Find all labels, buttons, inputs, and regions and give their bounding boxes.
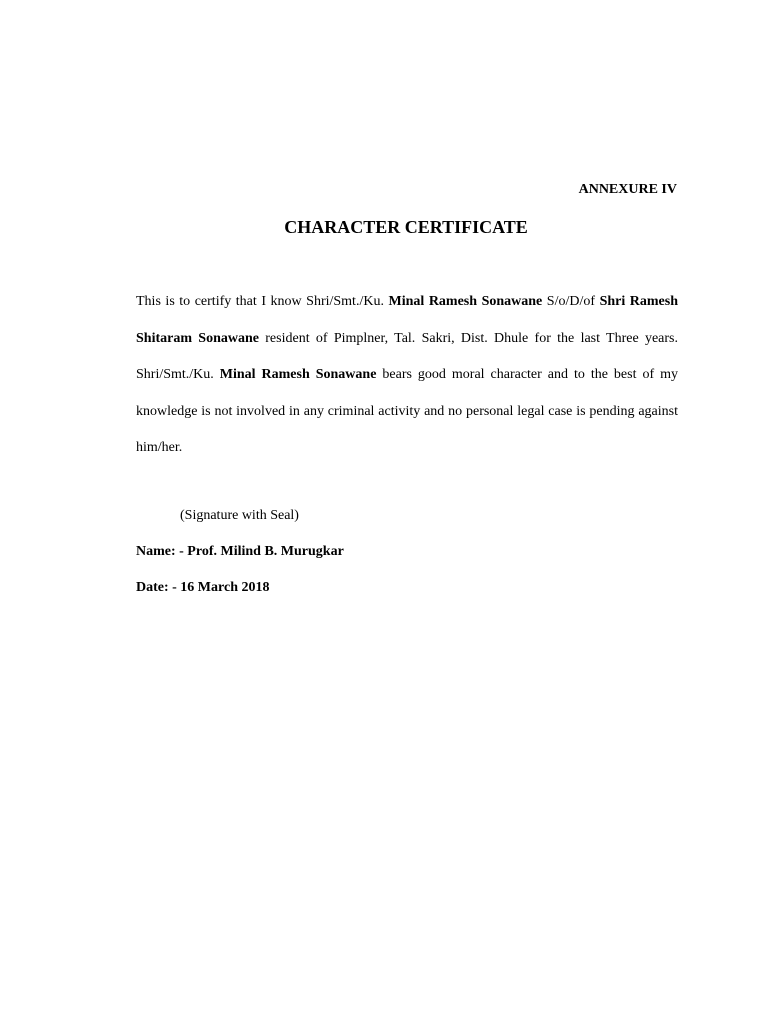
body-text-part-2: S/o/D/of [542, 294, 600, 309]
body-text-part-3: resident of Pimplner, Tal. Sakri, Dist. Dhule for the last Three years. Shri/Smt./Ku. [136, 330, 679, 382]
signature-label: (Signature with Seal) [180, 508, 299, 523]
certificate-date: Date: - 16 March 2018 [136, 580, 270, 595]
document-title: CHARACTER CERTIFICATE [284, 217, 528, 237]
body-text-part-1: This is to certify that I know Shri/Smt./Ku. [136, 294, 389, 309]
certificate-body [136, 284, 678, 467]
student-name: Minal Ramesh Sonawane [388, 294, 543, 309]
body-text-part-4: bears good moral character and to the best of my knowledge is not involved in any criminal activity and no personal legal case is pending against him/her. [136, 367, 678, 455]
parent-name: Shri Ramesh Shitaram Sonawane [136, 294, 679, 346]
signatory-name: Name: - Prof. Milind B. Murugkar [136, 544, 344, 559]
student-name-repeat: Minal Ramesh Sonawane [219, 367, 377, 382]
annexure-label: ANNEXURE IV [578, 182, 677, 197]
